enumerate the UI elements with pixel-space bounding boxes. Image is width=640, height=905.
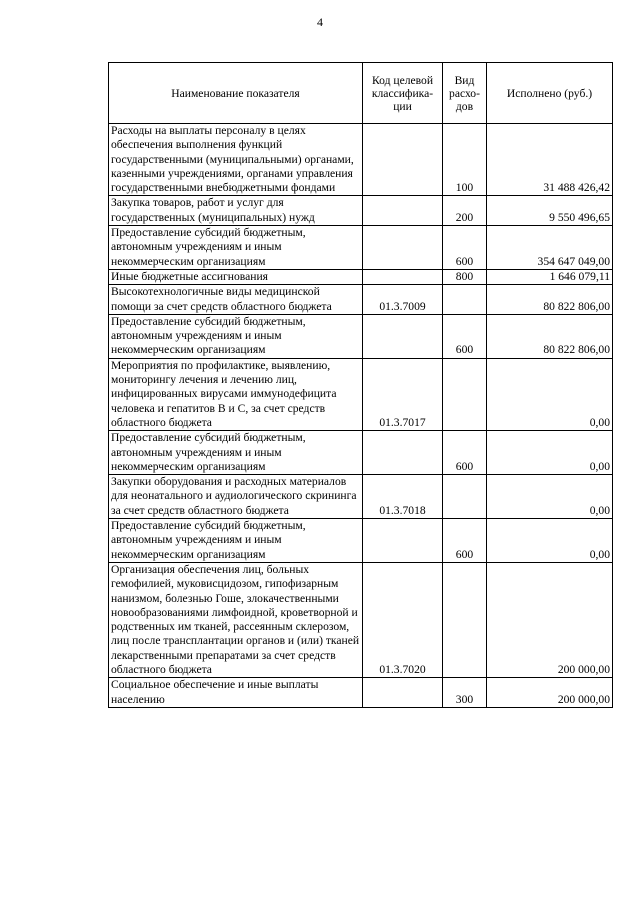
row-amount: 9 550 496,65 [487,196,613,226]
page-number: 4 [317,15,323,29]
row-vid: 200 [443,196,487,226]
row-vid: 600 [443,431,487,475]
row-code: 01.3.7018 [363,475,443,519]
row-name: Социальное обеспечение и иные выплаты населению [109,678,363,708]
row-amount: 0,00 [487,475,613,519]
table-row [109,124,613,196]
table-row [109,358,613,430]
row-name: Предоставление субсидий бюджетным, автономным учреждениям и иным некоммерческим организациям [109,226,363,270]
row-amount: 1 646 079,11 [487,269,613,284]
table-row [109,519,613,563]
row-code: 01.3.7009 [363,285,443,315]
row-name: Иные бюджетные ассигнования [109,269,363,284]
row-amount: 0,00 [487,519,613,563]
row-name: Закупки оборудования и расходных материалов для неонатального и аудиологического скрининга за счет средств областного бюджета [109,475,363,519]
row-code [363,196,443,226]
table-row [109,285,613,315]
row-name: Предоставление субсидий бюджетным, автономным учреждениям и иным некоммерческим организациям [109,519,363,563]
row-amount: 354 647 049,00 [487,226,613,270]
header-name: Наименование показателя [109,63,363,124]
row-name: Закупка товаров, работ и услуг для государственных (муниципальных) нужд [109,196,363,226]
table-row [109,314,613,358]
row-code: 01.3.7017 [363,358,443,430]
row-vid [443,285,487,315]
row-vid: 300 [443,678,487,708]
row-name: Предоставление субсидий бюджетным, автономным учреждениям и иным некоммерческим организациям [109,314,363,358]
row-amount: 200 000,00 [487,678,613,708]
table-row [109,269,613,284]
row-vid [443,358,487,430]
row-name: Организация обеспечения лиц, больных гемофилией, муковисцидозом, гипофизарным нанизмом, болезнью Гоше, злокачественными новообразованиями лимфоидной, кроветворной и родственных им тканей, рассеянным склерозом, лиц после трансплантации органов и (или) тканей лекарственными препаратами за счет средств областного бюджета [109,562,363,677]
row-vid: 800 [443,269,487,284]
row-code [363,269,443,284]
row-amount: 0,00 [487,431,613,475]
row-amount: 0,00 [487,358,613,430]
row-name: Расходы на выплаты персоналу в целях обеспечения выполнения функций государственными (муниципальными) органами, казенными учреждениями, органами управления государственными внебюджетными фондами [109,124,363,196]
row-code [363,226,443,270]
row-vid [443,562,487,677]
table-row [109,196,613,226]
row-code [363,314,443,358]
row-vid: 600 [443,519,487,563]
table-row [109,678,613,708]
header-code: Код целевой классифика-ции [363,63,443,124]
row-code [363,519,443,563]
row-code [363,678,443,708]
table-row [109,431,613,475]
row-amount: 31 488 426,42 [487,124,613,196]
row-name: Мероприятия по профилактике, выявлению, мониторингу лечения и лечению лиц, инфицированных вирусами иммунодефицита человека и гепатитов B и C, за счет средств областного бюджета [109,358,363,430]
table-row [109,475,613,519]
row-vid: 600 [443,314,487,358]
table-row [109,226,613,270]
row-amount: 200 000,00 [487,562,613,677]
row-vid [443,475,487,519]
table-row [109,562,613,677]
row-code: 01.3.7020 [363,562,443,677]
row-name: Предоставление субсидий бюджетным, автономным учреждениям и иным некоммерческим организациям [109,431,363,475]
row-amount: 80 822 806,00 [487,285,613,315]
row-vid: 100 [443,124,487,196]
row-amount: 80 822 806,00 [487,314,613,358]
row-name: Высокотехнологичные виды медицинской помощи за счет средств областного бюджета [109,285,363,315]
row-vid: 600 [443,226,487,270]
header-vid: Вид расхо-дов [443,63,487,124]
row-code [363,431,443,475]
row-code [363,124,443,196]
table-header-row [109,63,613,124]
budget-table [108,62,613,708]
header-amount: Исполнено (руб.) [487,63,613,124]
